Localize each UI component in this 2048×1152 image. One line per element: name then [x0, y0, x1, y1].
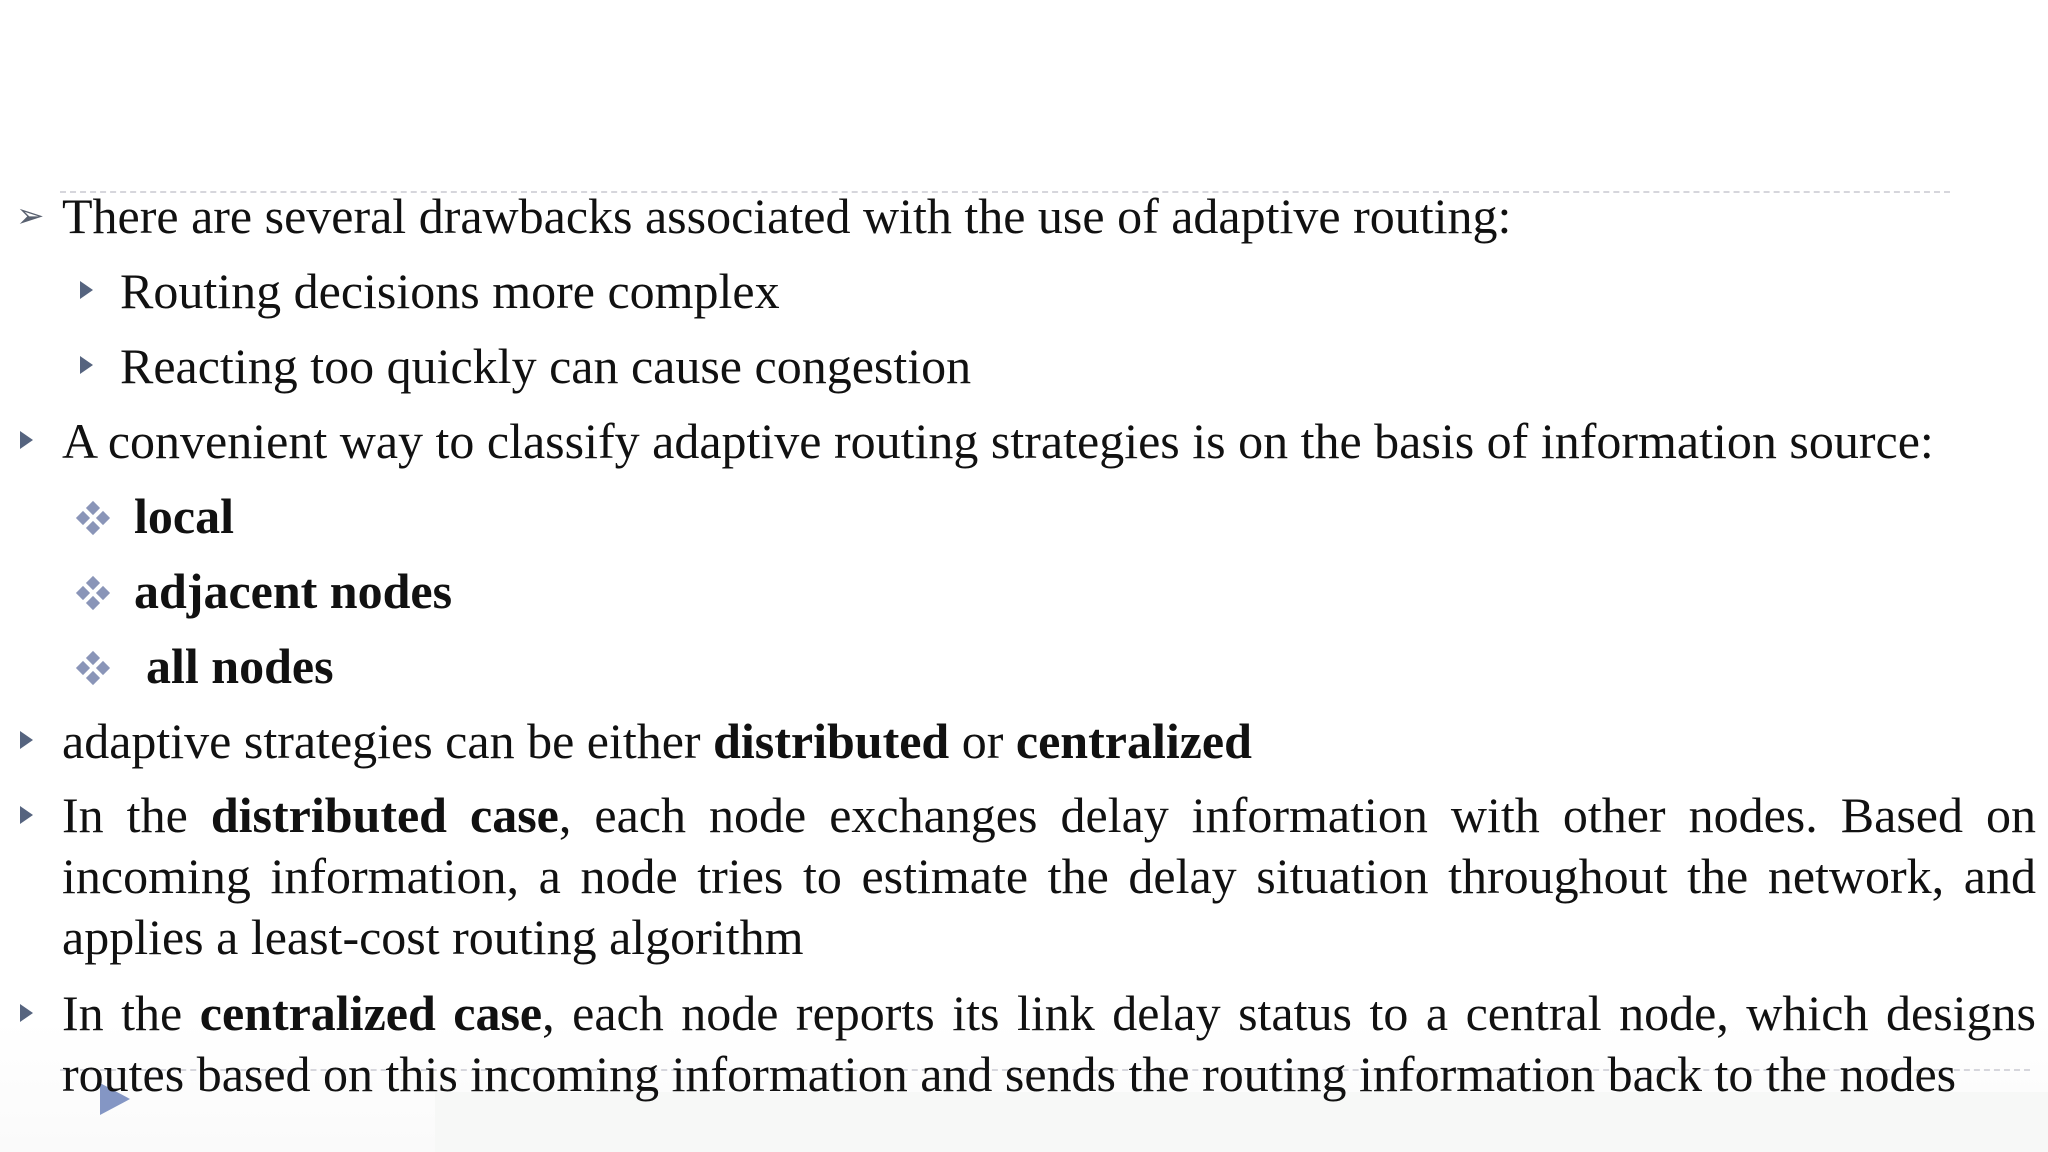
- diamond-cluster-icon: [78, 653, 108, 683]
- centralized-paragraph: [62, 983, 2036, 1105]
- arrowhead-icon: [80, 281, 93, 299]
- arrowhead-icon: [20, 1004, 33, 1022]
- strategies-prefix: adaptive strategies can be either: [62, 713, 714, 769]
- distributed-prefix: In the: [62, 787, 211, 843]
- centralized-prefix: In the: [62, 985, 200, 1041]
- classification-text: A convenient way to classify adaptive routing strategies is on the basis of information source:: [62, 413, 1934, 469]
- strategies-middle: or: [949, 713, 1016, 769]
- open-arrowhead-icon: ➢: [16, 196, 45, 236]
- strategies-term-distributed: distributed: [713, 713, 950, 769]
- diamond-cluster-icon: [78, 503, 108, 533]
- arrowhead-icon: [20, 731, 33, 749]
- source-text: local: [134, 488, 234, 544]
- source-text: all nodes: [146, 638, 334, 694]
- arrowhead-icon: [80, 356, 93, 374]
- strategies-term-centralized: centralized: [1015, 713, 1252, 769]
- distributed-term: distributed case: [210, 787, 559, 843]
- distributed-rest: , each node exchanges delay information with other nodes. Based on incoming information, a node tries to estimate the delay situation throughout the network, and applies a least-cost routing algorithm: [62, 787, 2037, 965]
- drawback-text: Routing decisions more complex: [120, 263, 780, 319]
- centralized-rest: , each node reports its link delay status to a central node, which designs routes based on this incoming information and sends the routing information back to the nodes: [62, 985, 2036, 1102]
- drawback-text: Reacting too quickly can cause congestion: [120, 338, 972, 394]
- distributed-paragraph: [62, 785, 2036, 968]
- strategies-text: [62, 710, 1252, 772]
- arrowhead-icon: [20, 806, 33, 824]
- centralized-term: centralized case: [199, 985, 543, 1041]
- intro-text: There are several drawbacks associated with the use of adaptive routing:: [62, 188, 1512, 244]
- source-text: adjacent nodes: [134, 563, 453, 619]
- diamond-cluster-icon: [78, 578, 108, 608]
- arrowhead-icon: [20, 431, 33, 449]
